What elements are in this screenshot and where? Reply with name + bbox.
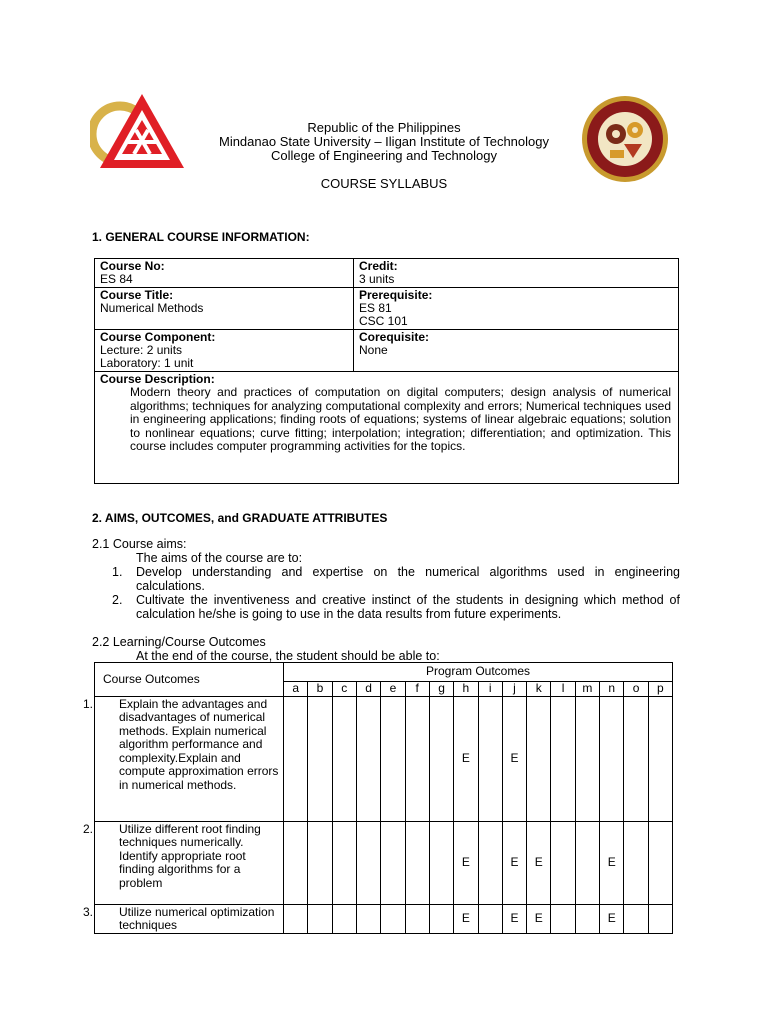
course-outcome-2-number: 2. — [83, 821, 94, 836]
corequisite-value: None — [359, 343, 388, 357]
prerequisite-value-1: ES 81 — [359, 301, 392, 315]
learning-outcomes-heading: 2.2 Learning/Course Outcomes — [92, 635, 266, 649]
course-outcome-1 — [83, 696, 284, 821]
po-letter-i: i — [478, 682, 502, 697]
course-no-cell — [95, 259, 354, 288]
table-row — [95, 904, 673, 933]
po-cell-2-n: E — [600, 821, 624, 904]
po-cell-3-l — [551, 904, 575, 933]
prerequisite-value-2: CSC 101 — [359, 314, 408, 328]
po-cell-1-k — [527, 696, 551, 821]
credit-label: Credit: — [359, 259, 398, 273]
header-college: College of Engineering and Technology — [271, 148, 497, 163]
table-row — [95, 821, 673, 904]
prerequisite-cell — [354, 288, 679, 330]
table-row — [95, 696, 673, 821]
aim-2-text: Cultivate the inventiveness and creative instinct of the students in designing which method of calculation he/she is going to use in the data results from future experiments. — [136, 593, 680, 621]
po-cell-3-j: E — [502, 904, 526, 933]
course-no-value: ES 84 — [100, 272, 133, 286]
po-cell-1-d — [356, 696, 380, 821]
po-letter-h: h — [454, 682, 478, 697]
po-letter-a: a — [284, 682, 308, 697]
po-letter-j: j — [502, 682, 526, 697]
po-cell-2-f — [405, 821, 429, 904]
aim-1-text: Develop understanding and expertise on the numerical algorithms used in engineering calculations. — [136, 565, 680, 593]
po-cell-2-e — [381, 821, 405, 904]
course-component-cell — [95, 330, 354, 372]
po-cell-1-l — [551, 696, 575, 821]
po-cell-3-i — [478, 904, 502, 933]
po-cell-3-m — [575, 904, 599, 933]
po-cell-1-f — [405, 696, 429, 821]
po-cell-2-l — [551, 821, 575, 904]
prerequisite-label: Prerequisite: — [359, 288, 433, 302]
general-info-table — [94, 258, 679, 484]
po-cell-1-j: E — [502, 696, 526, 821]
po-cell-3-k: E — [527, 904, 551, 933]
course-title-value: Numerical Methods — [100, 301, 204, 315]
po-cell-2-o — [624, 821, 648, 904]
po-letter-p: p — [648, 682, 672, 697]
course-description-text: Modern theory and practices of computation on digital computers; design analysis of numerical algorithms; techniques for analyzing computational complexity and errors; Numerical techniques used in engineering applications; finding roots of equations; systems of linear algebraic equations; solution to nonlinear equations; curve fitting; interpolation; integration; differentiation; and optimization. This course includes computer programming activities for the topics. — [130, 385, 671, 453]
course-outcome-2 — [83, 821, 284, 904]
po-cell-1-o — [624, 696, 648, 821]
po-cell-1-n — [600, 696, 624, 821]
corequisite-cell — [354, 330, 679, 372]
po-cell-3-h: E — [454, 904, 478, 933]
po-cell-1-a — [284, 696, 308, 821]
course-description-label: Course Description: — [100, 372, 215, 386]
po-letter-l: l — [551, 682, 575, 697]
po-cell-1-i — [478, 696, 502, 821]
po-cell-1-m — [575, 696, 599, 821]
po-cell-1-g — [429, 696, 453, 821]
course-component-label: Course Component: — [100, 330, 216, 344]
po-letter-n: n — [600, 682, 624, 697]
po-cell-2-h: E — [454, 821, 478, 904]
course-outcome-2-text: Utilize different root finding techniques numerically. Identify appropriate root finding algorithms for a problem — [119, 821, 261, 890]
po-cell-2-a — [284, 821, 308, 904]
course-description-cell — [95, 372, 679, 484]
po-cell-2-i — [478, 821, 502, 904]
document-title: COURSE SYLLABUS — [320, 176, 448, 191]
po-cell-2-j: E — [502, 821, 526, 904]
program-outcomes-header: Program Outcomes — [284, 663, 673, 682]
po-cell-3-c — [332, 904, 356, 933]
po-cell-2-d — [356, 821, 380, 904]
po-cell-1-e — [381, 696, 405, 821]
po-letter-c: c — [332, 682, 356, 697]
po-cell-3-n: E — [600, 904, 624, 933]
po-letter-f: f — [405, 682, 429, 697]
course-outcomes-header: Course Outcomes — [95, 663, 284, 697]
po-cell-2-k: E — [527, 821, 551, 904]
po-cell-1-c — [332, 696, 356, 821]
po-cell-3-e — [381, 904, 405, 933]
course-outcome-3 — [83, 904, 284, 933]
po-cell-3-d — [356, 904, 380, 933]
learning-outcomes-intro: At the end of the course, the student should be able to: — [136, 649, 440, 663]
aim-1-number: 1. — [112, 565, 123, 579]
credit-cell — [354, 259, 679, 288]
po-cell-3-p — [648, 904, 672, 933]
course-component-lab: Laboratory: 1 unit — [100, 356, 194, 370]
po-cell-3-f — [405, 904, 429, 933]
corequisite-label: Corequisite: — [359, 330, 430, 344]
po-cell-1-h: E — [454, 696, 478, 821]
course-component-lecture: Lecture: 2 units — [100, 343, 183, 357]
header-republic: Republic of the Philippines — [307, 120, 461, 135]
po-letter-e: e — [381, 682, 405, 697]
course-outcome-1-text: Explain the advantages and disadvantages of numerical methods. Explain numerical algorithm performance and complexity.Explain and compute approximation errors in numerical methods. — [119, 696, 279, 792]
po-letter-m: m — [575, 682, 599, 697]
po-cell-3-b — [308, 904, 332, 933]
po-letter-d: d — [356, 682, 380, 697]
course-aims-heading: 2.1 Course aims: — [92, 537, 187, 551]
po-cell-2-m — [575, 821, 599, 904]
po-letter-o: o — [624, 682, 648, 697]
po-cell-3-a — [284, 904, 308, 933]
course-outcome-1-number: 1. — [83, 696, 94, 711]
po-cell-3-o — [624, 904, 648, 933]
po-cell-3-g — [429, 904, 453, 933]
section-1-title: 1. GENERAL COURSE INFORMATION: — [92, 230, 310, 244]
program-outcomes-table — [83, 662, 673, 934]
section-2-title: 2. AIMS, OUTCOMES, and GRADUATE ATTRIBUTES — [92, 511, 388, 525]
course-outcome-3-number: 3. — [83, 904, 94, 919]
po-cell-2-b — [308, 821, 332, 904]
po-cell-2-p — [648, 821, 672, 904]
po-cell-1-p — [648, 696, 672, 821]
credit-value: 3 units — [359, 272, 395, 286]
course-title-label: Course Title: — [100, 288, 174, 302]
aim-2-number: 2. — [112, 593, 123, 607]
header-university: Mindanao State University – Iligan Institute of Technology — [218, 134, 549, 149]
po-cell-2-c — [332, 821, 356, 904]
po-letter-b: b — [308, 682, 332, 697]
course-no-label: Course No: — [100, 259, 165, 273]
course-aims-intro: The aims of the course are to: — [136, 551, 303, 565]
po-letter-k: k — [527, 682, 551, 697]
course-title-cell — [95, 288, 354, 330]
course-outcome-3-text: Utilize numerical optimization techniques — [119, 904, 275, 932]
po-cell-2-g — [429, 821, 453, 904]
po-cell-1-b — [308, 696, 332, 821]
po-letter-g: g — [429, 682, 453, 697]
